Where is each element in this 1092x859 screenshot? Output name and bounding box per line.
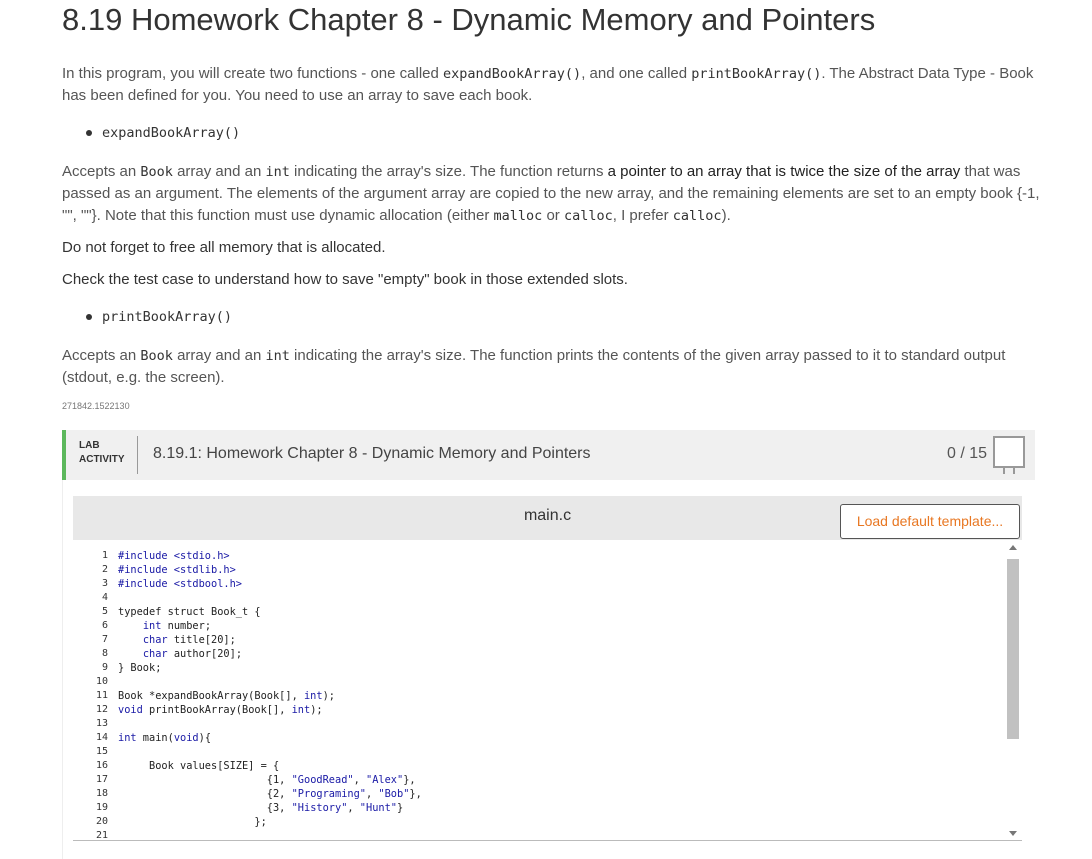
text: array and an [172,163,266,180]
code-line[interactable]: {2, "Programing", "Bob"}, [118,788,422,800]
text: Accepts an [62,347,141,364]
code-malloc: malloc [493,208,543,224]
code-line[interactable]: #include <stdbool.h> [118,578,242,590]
bullet-expand-label: expandBookArray() [102,125,241,141]
line-number: 11 [95,690,108,701]
line-number: 18 [95,788,108,799]
text: , I prefer [612,207,673,224]
text: that was passed as an argument. The elements of the argument array are copied to the new array, and the remaining elements are set to an empty book {-1, "", ""}. Note that this function must use dynamic allocation (either [62,163,1040,224]
line-number: 5 [101,606,108,617]
line-number: 12 [95,704,108,715]
line-number: 10 [95,676,108,687]
code-line[interactable] [118,745,422,759]
completion-badge-icon [993,436,1025,468]
code-book: Book [140,164,173,180]
line-number: 8 [101,648,108,659]
bullet-print-label: printBookArray() [102,309,233,325]
lab-title: 8.19.1: Homework Chapter 8 - Dynamic Memory and Pointers [153,445,591,462]
code-line[interactable]: #include <stdio.h> [118,550,230,562]
line-number: 14 [95,732,108,743]
file-name: main.c [523,507,572,524]
editor-scrollbar-thumb[interactable] [1007,559,1019,739]
code-int: int [265,348,290,364]
line-number-gutter [73,549,111,841]
code-line[interactable]: typedef struct Book_t { [118,606,261,618]
print-description [62,345,1042,389]
lab-tag-line: LAB [79,440,100,451]
lab-score: 0 / 15 [946,445,987,462]
code-area[interactable] [118,549,422,841]
bullet-print [86,309,232,325]
code-line[interactable] [118,591,422,605]
code-line[interactable]: #include <stdlib.h> [118,564,236,576]
code-int: int [265,164,290,180]
line-number: 4 [101,592,108,603]
expand-description [62,161,1042,227]
code-line[interactable]: Book values[SIZE] = { [118,760,280,772]
bullet-expand [86,125,240,141]
line-number: 15 [95,746,108,757]
intro-text: . The Abstract Data Type - Book has been defined for you. You need to use an array to save each book. [62,65,1034,104]
lab-tag-line: ACTIVITY [79,454,125,465]
code-editor[interactable] [73,540,1022,841]
line-number: 21 [95,830,108,841]
code-line[interactable]: Book *expandBookArray(Book[], int); [118,690,335,702]
code-line[interactable]: char title[20]; [142,634,236,646]
check-test-note: Check the test case to understand how to save "empty" book in those extended slots. [62,271,628,288]
text: ). [721,207,731,224]
text: Accepts an [62,163,141,180]
code-line[interactable] [118,675,422,689]
line-number: 20 [95,816,108,827]
code-line[interactable]: int number; [142,620,212,632]
text: array and an [172,347,266,364]
line-number: 17 [95,774,108,785]
code-book: Book [140,348,173,364]
code-line[interactable] [118,829,422,841]
page-title: 8.19 Homework Chapter 8 - Dynamic Memory and Pointers [62,2,876,37]
divider [137,436,138,474]
intro-paragraph [62,63,1042,107]
text: indicating the array's size. The function returns [289,163,608,180]
bullet-dot-icon [86,314,92,320]
code-line[interactable] [118,717,422,731]
text: indicating the array's size. The function prints the contents of the given array passed to it to standard output (stdout, e.g. the screen). [62,347,1006,386]
scroll-down-arrow-icon[interactable] [1009,831,1017,836]
content-id: 271842.1522130 [62,401,130,411]
line-number: 6 [101,620,108,631]
free-memory-note: Do not forget to free all memory that is allocated. [62,239,386,256]
code-line[interactable]: void printBookArray(Book[], int); [118,704,323,716]
code-line[interactable]: {3, "History", "Hunt"} [118,802,404,814]
intro-text: In this program, you will create two functions - one called [62,65,444,82]
code-calloc: calloc [672,208,722,224]
text: or [542,207,564,224]
line-number: 7 [101,634,108,645]
code-expand-ref: expandBookArray() [443,66,582,82]
line-number: 2 [101,564,108,575]
code-line[interactable]: {1, "GoodRead", "Alex"}, [118,774,416,786]
editor-file-bar [73,496,1022,540]
lab-activity-header [62,430,1035,480]
code-calloc: calloc [563,208,613,224]
bullet-dot-icon [86,130,92,136]
code-print-ref: printBookArray() [691,66,822,82]
line-number: 9 [101,662,108,673]
line-number: 19 [95,802,108,813]
scroll-up-arrow-icon[interactable] [1009,545,1017,550]
line-number: 13 [95,718,108,729]
lab-activity-tag [79,439,125,467]
line-number: 16 [95,760,108,771]
code-line[interactable]: int main(void){ [118,732,212,744]
code-line[interactable]: char author[20]; [142,648,243,660]
emphasis-text: a pointer to an array that is twice the size of the array [607,163,961,180]
line-number: 3 [101,578,108,589]
intro-text: , and one called [581,65,692,82]
code-line[interactable]: }; [118,816,267,828]
line-number: 1 [101,550,108,561]
code-line[interactable]: } Book; [118,662,162,674]
load-default-template-button[interactable]: Load default template... [840,504,1020,539]
